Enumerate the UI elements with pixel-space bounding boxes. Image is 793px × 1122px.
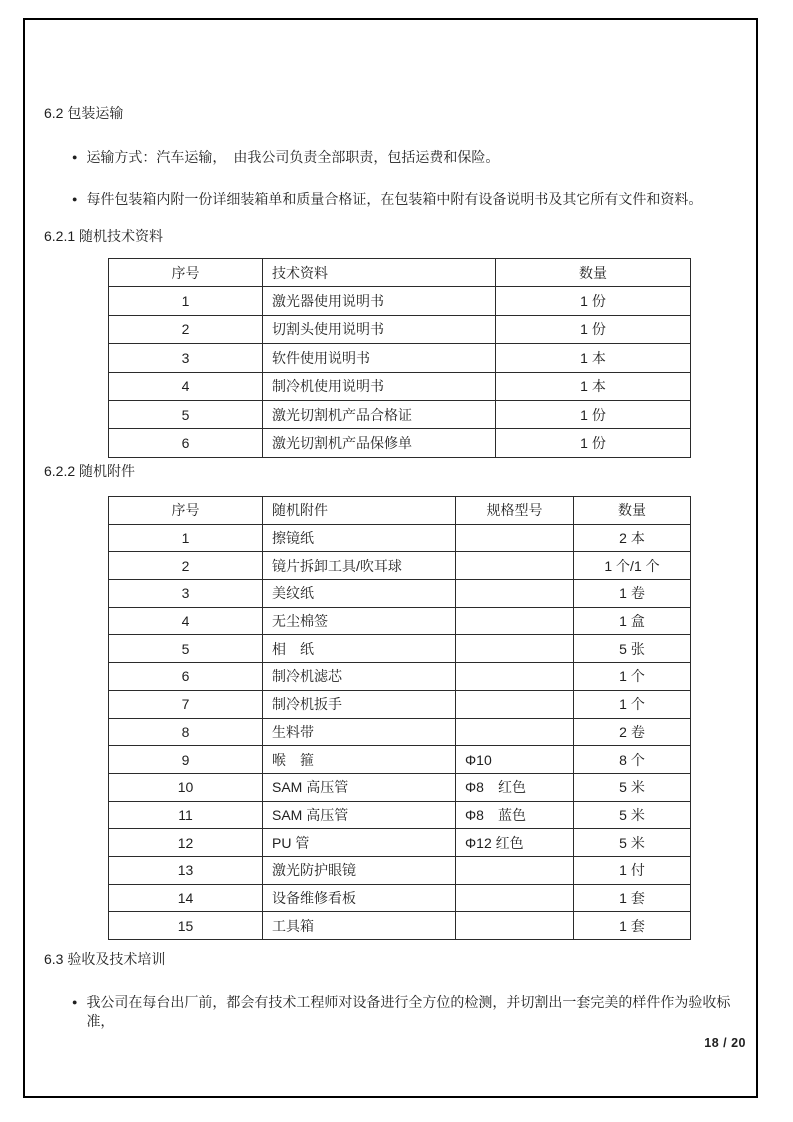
table-row (109, 884, 691, 912)
item-cell: 激光切割机产品合格证 (263, 400, 496, 428)
spec-cell (456, 607, 574, 635)
bullet-icon: ● (72, 997, 78, 1007)
header-serial-number: 序号 (109, 497, 263, 525)
spec-cell (456, 524, 574, 552)
spec-cell (456, 718, 574, 746)
item-cell: 喉 箍 (263, 746, 456, 774)
header-serial-number: 序号 (109, 259, 263, 287)
quantity-cell: 2 本 (574, 524, 691, 552)
serial-cell: 14 (109, 884, 263, 912)
serial-cell: 1 (109, 287, 263, 315)
serial-cell: 9 (109, 746, 263, 774)
table-row (109, 372, 691, 400)
item-cell: SAM 高压管 (263, 773, 456, 801)
serial-cell: 4 (109, 607, 263, 635)
table-row (109, 746, 691, 774)
item-cell: 激光器使用说明书 (263, 287, 496, 315)
serial-cell: 10 (109, 773, 263, 801)
section-heading-6-2-2: 6.2.2 随机附件 (44, 463, 136, 479)
item-cell: 工具箱 (263, 912, 456, 940)
section-heading-6-2-1: 6.2.1 随机技术资料 (44, 228, 164, 244)
item-cell: 切割头使用说明书 (263, 315, 496, 343)
bullet-text: 运输方式：汽车运输， 由我公司负责全部职责，包括运费和保险。 (86, 149, 500, 165)
table-row (109, 429, 691, 457)
item-cell: 生料带 (263, 718, 456, 746)
item-cell: 美纹纸 (263, 580, 456, 608)
serial-cell: 3 (109, 344, 263, 372)
serial-cell: 11 (109, 801, 263, 829)
serial-cell: 3 (109, 580, 263, 608)
serial-cell: 13 (109, 856, 263, 884)
item-cell: 制冷机滤芯 (263, 663, 456, 691)
quantity-cell: 2 卷 (574, 718, 691, 746)
technical-docs-table (108, 258, 691, 458)
table-row (109, 524, 691, 552)
table-row (109, 663, 691, 691)
item-cell: 激光切割机产品保修单 (263, 429, 496, 457)
page-number: 18 / 20 (704, 1036, 746, 1050)
item-cell: 擦镜纸 (263, 524, 456, 552)
quantity-cell: 1 本 (496, 372, 691, 400)
serial-cell: 5 (109, 400, 263, 428)
quantity-cell: 1 套 (574, 912, 691, 940)
serial-cell: 4 (109, 372, 263, 400)
bullet-item-acceptance (72, 993, 732, 1031)
table-row (109, 912, 691, 940)
serial-cell: 1 (109, 524, 263, 552)
table-row (109, 552, 691, 580)
table-row (109, 580, 691, 608)
quantity-cell: 1 本 (496, 344, 691, 372)
table-row (109, 400, 691, 428)
table-row (109, 773, 691, 801)
quantity-cell: 1 份 (496, 315, 691, 343)
item-cell: 无尘棉签 (263, 607, 456, 635)
serial-cell: 6 (109, 663, 263, 691)
serial-cell: 5 (109, 635, 263, 663)
item-cell: 镜片拆卸工具/吹耳球 (263, 552, 456, 580)
bullet-text: 我公司在每台出厂前，都会有技术工程师对设备进行全方位的检测，并切割出一套完美的样件作为验收标准， (86, 994, 731, 1029)
table-header-row (109, 259, 691, 287)
spec-cell (456, 884, 574, 912)
bullet-icon: ● (72, 152, 78, 162)
quantity-cell: 1 份 (496, 429, 691, 457)
table-header-row (109, 497, 691, 525)
quantity-cell: 1 份 (496, 400, 691, 428)
table-row (109, 315, 691, 343)
spec-cell: Φ12 红色 (456, 829, 574, 857)
serial-cell: 8 (109, 718, 263, 746)
bullet-text: 每件包装箱内附一份详细装箱单和质量合格证，在包装箱中附有设备说明书及其它所有文件和资料。 (86, 191, 703, 207)
item-cell: 软件使用说明书 (263, 344, 496, 372)
header-quantity: 数量 (496, 259, 691, 287)
section-heading-6-2: 6.2 包装运输 (44, 105, 124, 121)
accessories-table (108, 496, 691, 940)
quantity-cell: 5 米 (574, 773, 691, 801)
spec-cell: Φ8 红色 (456, 773, 574, 801)
item-cell: 制冷机使用说明书 (263, 372, 496, 400)
table-row (109, 856, 691, 884)
table-row (109, 607, 691, 635)
table-row (109, 287, 691, 315)
spec-cell: Φ10 (456, 746, 574, 774)
bullet-item-packing-list (72, 190, 732, 209)
quantity-cell: 1 个/1 个 (574, 552, 691, 580)
spec-cell (456, 552, 574, 580)
spec-cell (456, 663, 574, 691)
bullet-icon: ● (72, 194, 78, 204)
quantity-cell: 1 个 (574, 663, 691, 691)
section-heading-6-3: 6.3 验收及技术培训 (44, 951, 166, 967)
quantity-cell: 1 份 (496, 287, 691, 315)
quantity-cell: 1 个 (574, 690, 691, 718)
header-quantity: 数量 (574, 497, 691, 525)
item-cell: 制冷机扳手 (263, 690, 456, 718)
bullet-item-transport (72, 148, 732, 167)
serial-cell: 6 (109, 429, 263, 457)
serial-cell: 2 (109, 315, 263, 343)
spec-cell (456, 912, 574, 940)
table-row (109, 801, 691, 829)
spec-cell: Φ8 蓝色 (456, 801, 574, 829)
table-row (109, 829, 691, 857)
header-accessory: 随机附件 (263, 497, 456, 525)
serial-cell: 2 (109, 552, 263, 580)
table-row (109, 344, 691, 372)
spec-cell (456, 690, 574, 718)
serial-cell: 15 (109, 912, 263, 940)
item-cell: SAM 高压管 (263, 801, 456, 829)
serial-cell: 12 (109, 829, 263, 857)
quantity-cell: 5 米 (574, 829, 691, 857)
quantity-cell: 8 个 (574, 746, 691, 774)
item-cell: PU 管 (263, 829, 456, 857)
table-row (109, 718, 691, 746)
quantity-cell: 1 盒 (574, 607, 691, 635)
quantity-cell: 5 米 (574, 801, 691, 829)
quantity-cell: 5 张 (574, 635, 691, 663)
table-row (109, 635, 691, 663)
quantity-cell: 1 套 (574, 884, 691, 912)
header-spec-model: 规格型号 (456, 497, 574, 525)
item-cell: 相 纸 (263, 635, 456, 663)
spec-cell (456, 635, 574, 663)
header-technical-docs: 技术资料 (263, 259, 496, 287)
spec-cell (456, 856, 574, 884)
spec-cell (456, 580, 574, 608)
item-cell: 设备维修看板 (263, 884, 456, 912)
serial-cell: 7 (109, 690, 263, 718)
table-row (109, 690, 691, 718)
quantity-cell: 1 卷 (574, 580, 691, 608)
item-cell: 激光防护眼镜 (263, 856, 456, 884)
quantity-cell: 1 付 (574, 856, 691, 884)
